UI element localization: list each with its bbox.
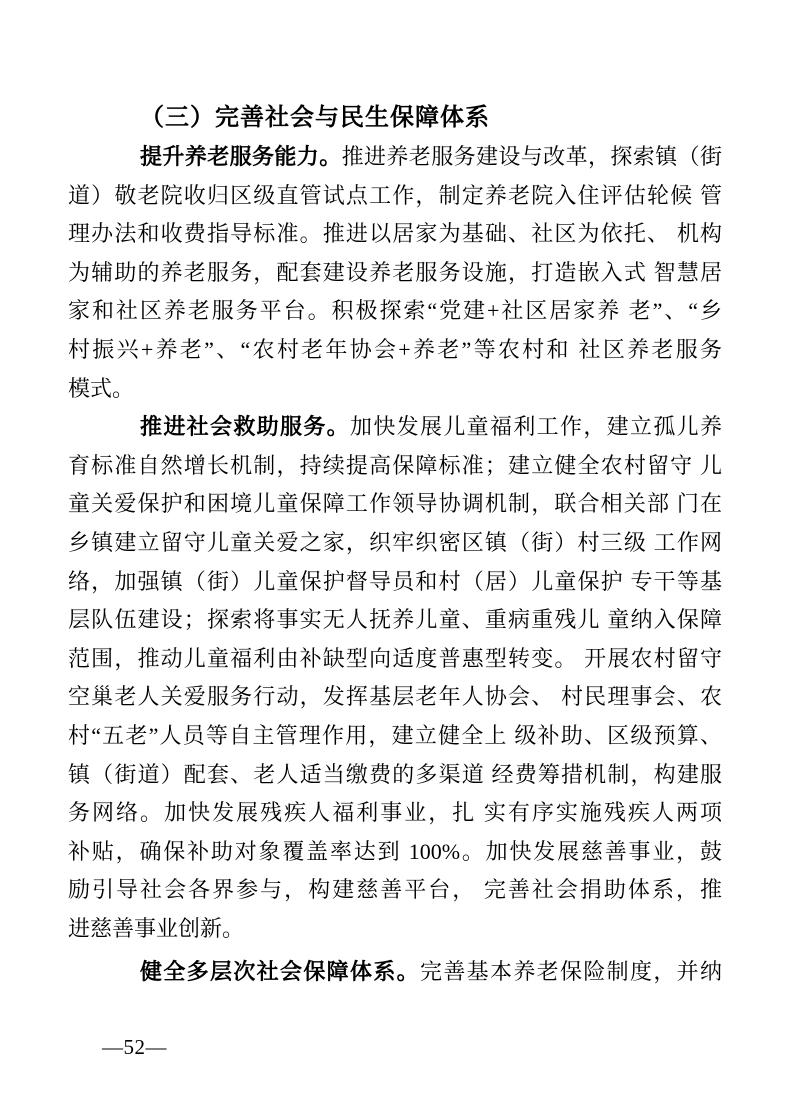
text-run: 加快发展儿童福利工作，建立孤儿养 <box>350 414 722 440</box>
text-line <box>68 953 722 992</box>
text-line: 模式。 <box>68 375 135 401</box>
paragraph <box>68 408 722 948</box>
paragraph <box>68 953 722 992</box>
text-line <box>68 408 722 447</box>
text-line: 层队伍建设；探索将事实无人抚养儿童、重病重残儿 童纳入保障 <box>68 607 722 633</box>
text-run: 完善基本养老保险制度，并纳 <box>420 959 722 985</box>
document-content <box>68 98 722 992</box>
text-line: 村振兴+养老”、“农村老年协会+养老”等农村和 社区养老服务 <box>68 336 722 362</box>
paragraph-lead: 健全多层次社会保障体系。 <box>140 959 420 985</box>
text-run: 推进养老服务建设与改革，探索镇（街 <box>341 144 722 169</box>
text-line: 理办法和收费指导标准。推进以居家为基础、社区为依托、 机构 <box>68 221 722 247</box>
text-line: 为辅助的养老服务，配套建设养老服务设施，打造嵌入式 智慧居 <box>68 259 722 285</box>
paragraph <box>68 138 722 408</box>
paragraph-lead: 提升养老服务能力。 <box>140 144 342 169</box>
text-line: 育标准自然增长机制，持续提高保障标准；建立健全农村留守 儿 <box>68 452 722 478</box>
text-line: 道）敬老院收归区级直管试点工作，制定养老院入住评估轮候 管 <box>68 182 722 208</box>
text-line: 村“五老”人员等自主管理作用，建立健全上 级补助、区级预算、 <box>68 722 722 748</box>
text-line: 励引导社会各界参与，构建慈善平台， 完善社会捐助体系，推 <box>68 877 722 903</box>
text-line: 镇（街道）配套、老人适当缴费的多渠道 经费筹措机制，构建服 <box>68 761 722 787</box>
text-line: 乡镇建立留守儿童关爱之家，织牢织密区镇（街）村三级 工作网 <box>68 529 722 555</box>
text-line: 家和社区养老服务平台。积极探索“党建+社区居家养 老”、“乡 <box>68 298 722 324</box>
text-line <box>68 138 722 177</box>
text-line: 空巢老人关爱服务行动，发挥基层老年人协会、 村民理事会、农 <box>68 684 722 710</box>
text-line: 范围，推动儿童福利由补缺型向适度普惠型转变。 开展农村留守 <box>68 645 722 671</box>
text-line: 进慈善事业创新。 <box>68 915 245 941</box>
text-line: 童关爱保护和困境儿童保障工作领导协调机制，联合相关部 门在 <box>68 491 722 517</box>
text-line: 务网络。加快发展残疾人福利事业，扎 实有序实施残疾人两项 <box>68 800 722 826</box>
paragraph-lead: 推进社会救助服务。 <box>140 414 350 440</box>
text-line: 补贴，确保补助对象覆盖率达到 100%。加快发展慈善事业，鼓 <box>68 838 722 864</box>
text-line: 络，加强镇（街）儿童保护督导员和村（居）儿童保护 专干等基 <box>68 568 722 594</box>
page-number: —52— <box>102 1035 167 1059</box>
section-heading: （三）完善社会与民生保障体系 <box>140 104 490 131</box>
